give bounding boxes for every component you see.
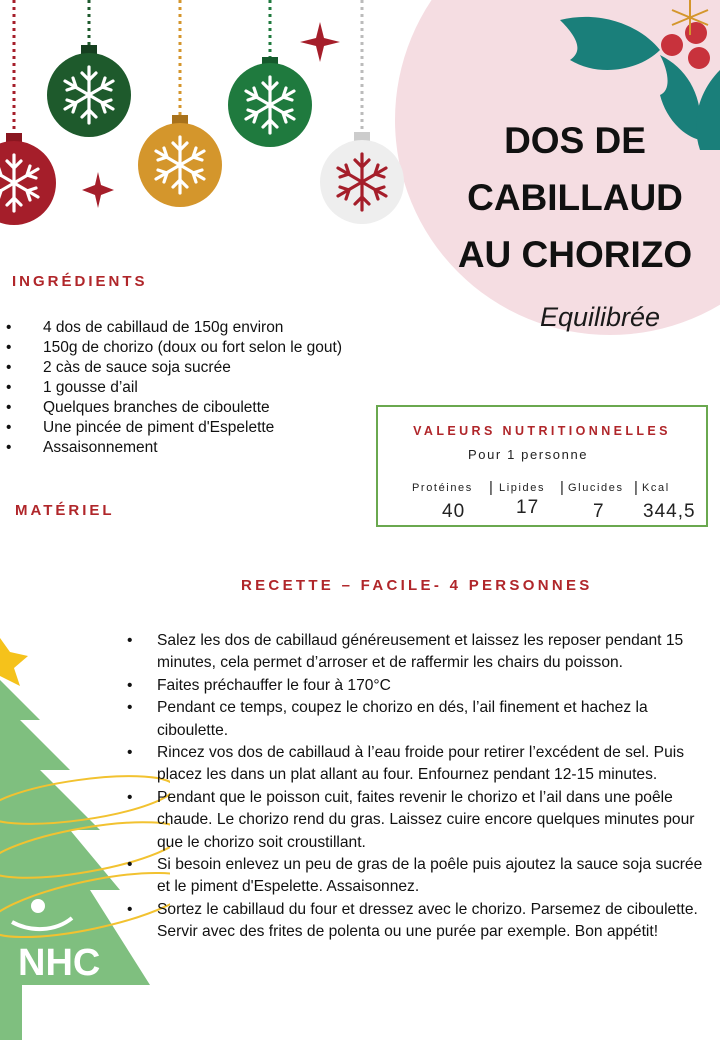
ingredient-item: • 4 dos de cabillaud de 150g environ xyxy=(6,318,346,338)
materiel-heading: MATÉRIEL xyxy=(15,502,115,519)
recipe-step: • Sortez le cabillaud du four et dressez avec le chorizo. Parsemez de ciboulette. Servir avec des frites de polenta ou une purée par exemple. Bon appétit! xyxy=(127,899,707,944)
nhc-logo-text: NHC xyxy=(18,942,101,984)
ingredients-list xyxy=(6,318,346,458)
nutrition-separator: | xyxy=(560,479,564,496)
title-line: DOS DE xyxy=(504,120,646,161)
recipe-step: • Si besoin enlevez un peu de gras de la poêle puis ajoutez la sauce soja sucrée et le piment d'Espelette. Assaisonnez. xyxy=(127,854,707,899)
title-line: AU CHORIZO xyxy=(457,234,693,275)
ingredient-item: • 2 càs de sauce soja sucrée xyxy=(6,358,346,378)
recipe-steps-list xyxy=(127,630,707,944)
nutrition-label-lipides: Lipides xyxy=(499,482,546,494)
ingredient-item: • Une pincée de piment d'Espelette xyxy=(6,418,346,438)
recipe-step: • Rincez vos dos de cabillaud à l’eau froide pour retirer l’excédent de sel. Puis placez les dans un plat allant au four. Enfournez pendant 12-15 minutes. xyxy=(127,742,707,787)
nutrition-subheading: Pour 1 personne xyxy=(468,447,589,462)
gold-ornament xyxy=(138,115,222,207)
white-ornament xyxy=(320,132,404,224)
ingredient-item: • Assaisonnement xyxy=(6,438,346,458)
nutrition-heading: VALEURS NUTRITIONNELLES xyxy=(413,424,671,438)
recipe-step: • Pendant que le poisson cuit, faites revenir le chorizo et l’ail dans une poêle chaude. Le chorizo rend du gras. Laissez cuire encore quelques minutes pour que le chorizo soit croustillant. xyxy=(127,787,707,854)
recipe-step: • Salez les dos de cabillaud généreusement et laissez les reposer pendant 15 minutes, cela permet d’arroser et de raffermir les chairs du poisson. xyxy=(127,630,707,675)
nutrition-label-glucides: Glucides xyxy=(568,482,624,494)
recipe-step: • Faites préchauffer le four à 170°C xyxy=(127,675,707,697)
recipe-title xyxy=(440,112,710,283)
nutrition-value-kcal: 344,5 xyxy=(643,501,696,522)
recipe-step: • Pendant ce temps, coupez le chorizo en dés, l’ail finement et hachez la ciboulette. xyxy=(127,697,707,742)
nutrition-value-glucides: 7 xyxy=(593,501,605,522)
dark-green-ornament xyxy=(47,45,131,137)
nutrition-value-lipides: 17 xyxy=(516,497,540,518)
star-icon xyxy=(0,638,28,686)
ingredient-item: • 1 gousse d’ail xyxy=(6,378,346,398)
recipe-heading: RECETTE – FACILE- 4 PERSONNES xyxy=(241,577,593,594)
nutrition-value-proteines: 40 xyxy=(442,501,466,522)
nutrition-box xyxy=(376,405,708,527)
red-ornament xyxy=(0,133,56,225)
recipe-subtitle: Equilibrée xyxy=(540,302,661,332)
green-ornament xyxy=(228,57,312,147)
nutrition-label-kcal: Kcal xyxy=(642,482,670,494)
ingredient-item: • 150g de chorizo (doux ou fort selon le gout) xyxy=(6,338,346,358)
nutrition-label-proteines: Protéines xyxy=(412,482,473,494)
nutrition-separator: | xyxy=(634,479,638,496)
title-line: CABILLAUD xyxy=(467,177,683,218)
nutrition-separator: | xyxy=(489,479,493,496)
ingredient-item: • Quelques branches de ciboulette xyxy=(6,398,346,418)
ingredients-heading: INGRÉDIENTS xyxy=(12,273,148,290)
